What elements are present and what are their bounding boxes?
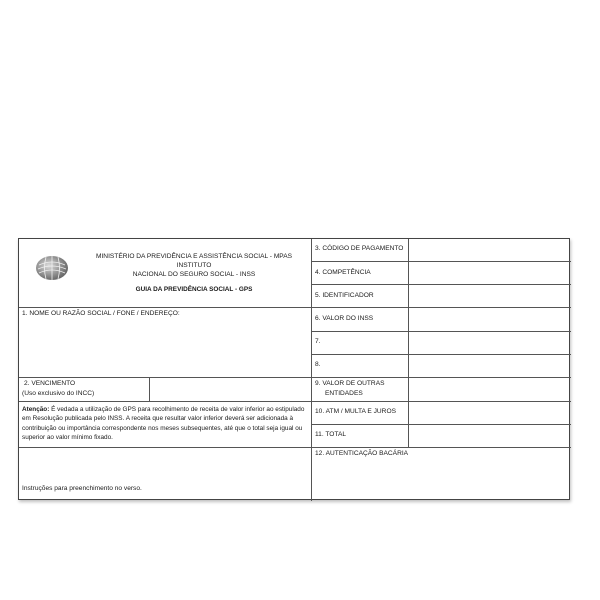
right-line-5 bbox=[311, 354, 571, 355]
institute-line: NACIONAL DO SEGURO SOCIAL - INSS bbox=[132, 270, 256, 278]
field-8-label: 8. bbox=[315, 361, 321, 368]
warning-text: É vedada a utilização de GPS para recolhimento de receita de valor inferior ao estipulado em Resolução publicada pelo INSS. A receita que resultar valor inferior deverá ser adicionada à contribuição ou importância correspondente nos meses subsequentes, até que o total seja igual ou superior ao valor mínimo fixado. bbox=[22, 406, 305, 441]
right-line-2 bbox=[311, 284, 571, 285]
right-line-9 bbox=[311, 447, 571, 448]
field-3-label: 3. CÓDIGO DE PAGAMENTO bbox=[315, 245, 404, 252]
ministry-line: MINISTÉRIO DA PREVIDÊNCIA E ASSISTÊNCIA SOCIAL - MPAS INSTITUTO bbox=[95, 253, 293, 269]
field-1-label: 1. NOME OU RAZÃO SOCIAL / FONE / ENDEREÇO: bbox=[22, 310, 180, 317]
left-line-2 bbox=[19, 377, 311, 378]
right-line-8 bbox=[311, 424, 571, 425]
field-11-label: 11. TOTAL bbox=[315, 431, 347, 438]
field-5-label: 5. IDENTIFICADOR bbox=[315, 292, 374, 299]
field-12-label: 12. AUTENTICAÇÃO BACÁRIA bbox=[315, 450, 409, 457]
right-line-4 bbox=[311, 331, 571, 332]
field-2-sublabel: (Uso exclusivo do INCC) bbox=[22, 390, 95, 397]
field-9-label bbox=[315, 379, 385, 398]
warning-label: Atenção: bbox=[22, 406, 50, 413]
field-9-line-2: ENTIDADES bbox=[325, 389, 363, 397]
left-line-1 bbox=[19, 307, 311, 308]
inss-logo-icon bbox=[33, 253, 71, 283]
due-date-divider bbox=[149, 377, 150, 401]
instructions-note: Instruções para preenchimento no verso. bbox=[22, 485, 142, 492]
left-line-4 bbox=[19, 447, 311, 448]
value-column-divider bbox=[408, 239, 409, 447]
gps-form bbox=[18, 238, 570, 500]
warning-notice bbox=[22, 405, 310, 442]
main-divider bbox=[311, 239, 312, 501]
right-line-7 bbox=[311, 401, 571, 402]
right-line-1 bbox=[311, 261, 571, 262]
right-line-6 bbox=[311, 377, 571, 378]
right-line-3 bbox=[311, 307, 571, 308]
field-2-label: 2. VENCIMENTO bbox=[24, 380, 76, 387]
field-10-label: 10. ATM / MULTA E JUROS bbox=[315, 408, 396, 415]
form-title: GUIA DA PREVIDÊNCIA SOCIAL - GPS bbox=[135, 286, 253, 293]
header-ministry bbox=[79, 253, 309, 280]
field-7-label: 7. bbox=[315, 338, 321, 345]
field-6-label: 6. VALOR DO INSS bbox=[315, 315, 374, 322]
left-line-3 bbox=[19, 401, 311, 402]
field-4-label: 4. COMPETÊNCIA bbox=[315, 269, 371, 276]
field-9-line-1: 9. VALOR DE OUTRAS bbox=[315, 380, 385, 387]
